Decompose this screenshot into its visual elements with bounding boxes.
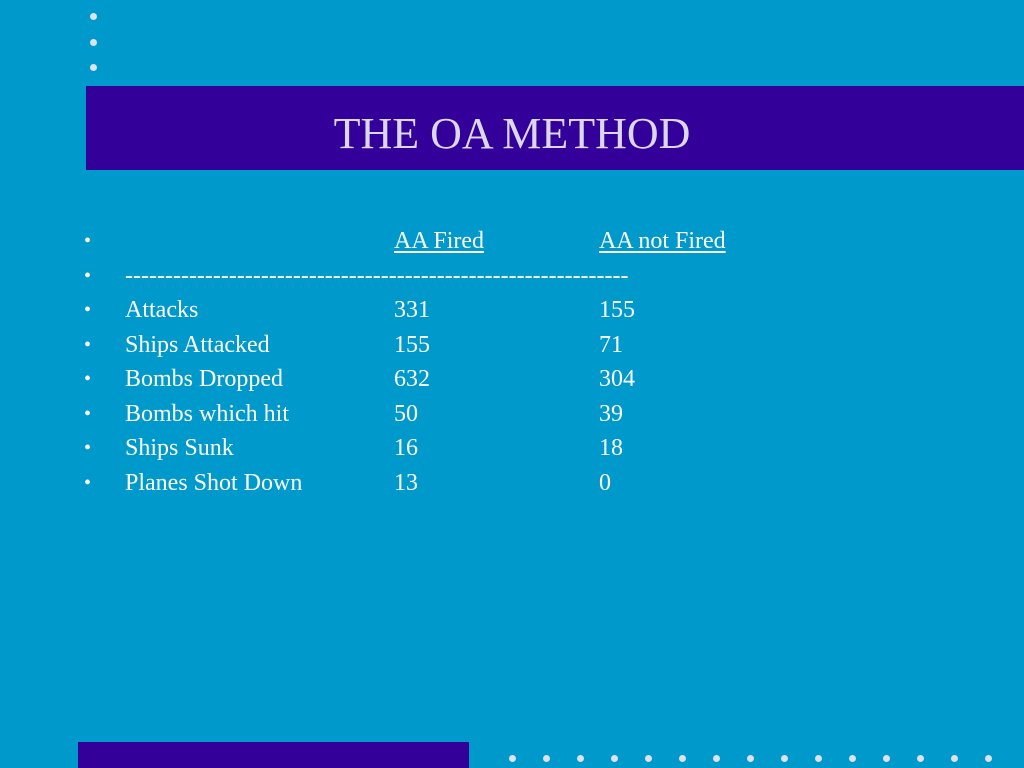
decorative-dot	[509, 755, 516, 762]
row-label: Ships Attacked	[125, 331, 270, 358]
table-row	[84, 466, 984, 501]
row-label: Ships Sunk	[125, 435, 234, 461]
row-aa-not-fired: 71	[599, 331, 623, 358]
decorative-dot	[90, 64, 97, 71]
row-aa-fired: 331	[394, 297, 430, 323]
header-aa-fired: AA Fired	[394, 228, 484, 254]
decorative-dot	[645, 755, 652, 762]
decorative-dot	[543, 755, 550, 762]
row-aa-fired: 632	[394, 366, 430, 392]
row-label: Planes Shot Down	[125, 469, 303, 496]
bullet-marker: •	[84, 402, 92, 425]
row-aa-not-fired: 39	[599, 400, 623, 427]
separator-row	[84, 259, 984, 294]
bullet-marker: •	[84, 471, 92, 494]
decorative-dot	[781, 755, 788, 762]
decorative-dot	[883, 755, 890, 762]
decorative-dot	[679, 755, 686, 762]
decorative-dot	[713, 755, 720, 762]
row-label: Attacks	[125, 297, 199, 323]
bullet-marker: •	[84, 299, 92, 321]
decorative-dot	[917, 755, 924, 762]
footer-bar	[78, 742, 469, 768]
table-row	[84, 293, 984, 328]
row-aa-not-fired: 18	[599, 435, 623, 461]
slide-title: THE OA METHOD	[333, 109, 691, 158]
bullet-marker: •	[84, 264, 92, 287]
bullet-list	[84, 224, 984, 500]
decorative-dot	[849, 755, 856, 762]
table-row	[84, 397, 984, 432]
row-aa-fired: 50	[394, 400, 418, 427]
decorative-dot	[90, 39, 97, 46]
header-aa-not-fired: AA not Fired	[599, 228, 726, 254]
table-row	[84, 362, 984, 397]
decorative-dot	[951, 755, 958, 762]
decorative-dot	[747, 755, 754, 762]
row-aa-fired: 155	[394, 331, 430, 358]
table-row	[84, 431, 984, 466]
row-aa-fired: 16	[394, 435, 418, 461]
decorative-dot	[90, 13, 97, 20]
decorative-dot	[577, 755, 584, 762]
bullet-marker: •	[84, 230, 92, 252]
row-label: Bombs Dropped	[125, 366, 283, 392]
table-row	[84, 328, 984, 363]
separator-line: ---------------------------------------------------------------	[125, 262, 629, 289]
row-aa-not-fired: 0	[599, 469, 611, 496]
title-bar	[86, 86, 1024, 170]
decorative-dot	[815, 755, 822, 762]
row-aa-fired: 13	[394, 469, 418, 496]
decorative-dot	[611, 755, 618, 762]
row-aa-not-fired: 304	[599, 366, 635, 392]
bullet-marker: •	[84, 437, 92, 459]
bullet-marker: •	[84, 333, 92, 356]
row-label: Bombs which hit	[125, 400, 290, 427]
decorative-dot	[985, 755, 992, 762]
row-aa-not-fired: 155	[599, 297, 635, 323]
header-row	[84, 224, 984, 259]
bullet-marker: •	[84, 368, 92, 390]
